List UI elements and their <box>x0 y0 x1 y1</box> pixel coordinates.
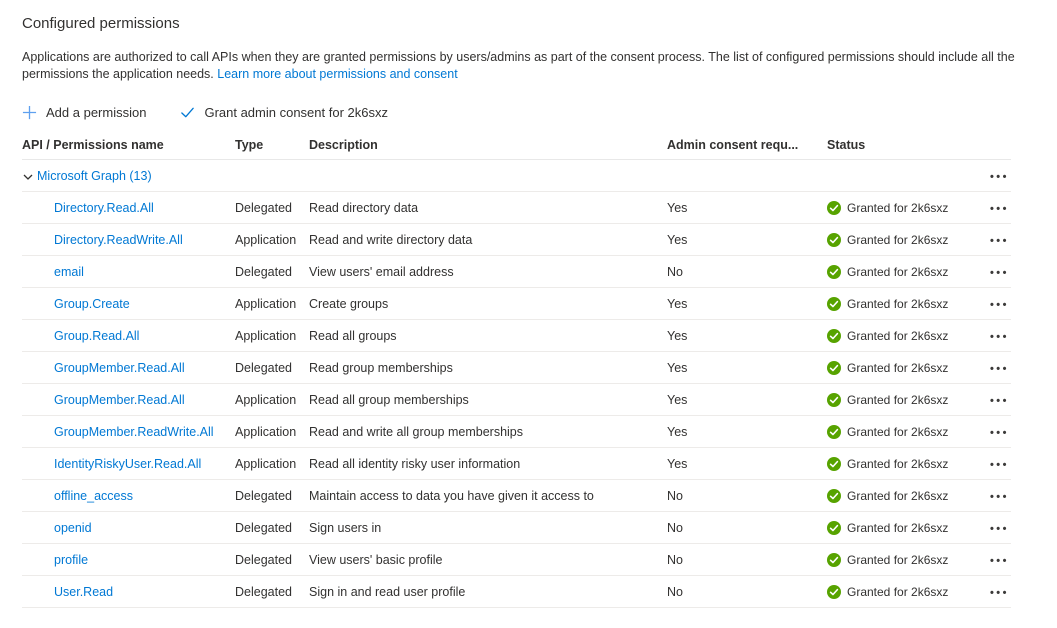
admin-consent-value: No <box>667 584 683 599</box>
status-cell <box>827 457 976 471</box>
permissions-table <box>22 130 1011 608</box>
permission-row <box>22 544 1011 576</box>
admin-consent-value: No <box>667 552 683 567</box>
api-group-cell <box>22 169 976 183</box>
row-menu-cell <box>976 552 1011 567</box>
status-text: Granted for 2k6sxz <box>847 456 949 471</box>
permission-name-cell <box>22 264 235 279</box>
column-header-description: Description <box>309 137 378 152</box>
permission-description: Read directory data <box>309 200 419 215</box>
status-cell <box>827 361 976 375</box>
row-menu-ellipsis-icon[interactable]: ••• <box>989 363 1009 375</box>
admin-consent-value: Yes <box>667 360 688 375</box>
permission-name-cell <box>22 488 235 503</box>
permission-description: View users' email address <box>309 264 454 279</box>
permission-link[interactable]: email <box>54 265 84 279</box>
permission-description: Read group memberships <box>309 360 453 375</box>
permission-description: Read all identity risky user information <box>309 456 521 471</box>
permission-link[interactable]: GroupMember.Read.All <box>54 361 185 375</box>
status-cell <box>827 233 976 247</box>
granted-check-icon <box>827 361 841 375</box>
status-cell <box>827 553 976 567</box>
row-menu-ellipsis-icon[interactable]: ••• <box>989 331 1009 343</box>
permission-name-cell <box>22 552 235 567</box>
permission-type: Application <box>235 328 297 343</box>
permission-description: Read and write all group memberships <box>309 424 523 439</box>
permission-description: Sign users in <box>309 520 382 535</box>
row-menu-cell <box>976 424 1011 439</box>
status-text: Granted for 2k6sxz <box>847 264 949 279</box>
status-text: Granted for 2k6sxz <box>847 296 949 311</box>
row-menu-ellipsis-icon[interactable]: ••• <box>989 523 1009 535</box>
status-cell <box>827 585 976 599</box>
add-permission-label: Add a permission <box>46 105 147 120</box>
page-title: Configured permissions <box>22 15 180 32</box>
row-menu-ellipsis-icon[interactable]: ••• <box>989 235 1009 247</box>
permission-row <box>22 352 1011 384</box>
permission-description: Read all groups <box>309 328 397 343</box>
row-menu-cell <box>976 264 1011 279</box>
status-text: Granted for 2k6sxz <box>847 488 949 503</box>
api-group-row <box>22 160 1011 192</box>
column-header-status: Status <box>827 137 866 152</box>
chevron-down-icon[interactable] <box>22 171 34 183</box>
admin-consent-value: No <box>667 264 683 279</box>
granted-check-icon <box>827 233 841 247</box>
grant-admin-consent-button[interactable] <box>180 105 388 120</box>
permission-row <box>22 288 1011 320</box>
granted-check-icon <box>827 297 841 311</box>
admin-consent-value: Yes <box>667 232 688 247</box>
table-header-row <box>22 130 1011 160</box>
permission-name-cell <box>22 520 235 535</box>
permission-type: Delegated <box>235 584 292 599</box>
granted-check-icon <box>827 201 841 215</box>
row-menu-ellipsis-icon[interactable]: ••• <box>989 459 1009 471</box>
permission-type: Application <box>235 392 297 407</box>
status-text: Granted for 2k6sxz <box>847 584 949 599</box>
permission-name-cell <box>22 296 235 311</box>
permission-link[interactable]: openid <box>54 521 92 535</box>
admin-consent-value: No <box>667 488 683 503</box>
row-menu-ellipsis-icon[interactable]: ••• <box>989 395 1009 407</box>
row-menu-cell <box>976 296 1011 311</box>
granted-check-icon <box>827 553 841 567</box>
row-menu-ellipsis-icon[interactable]: ••• <box>989 491 1009 503</box>
status-cell <box>827 521 976 535</box>
permission-row <box>22 320 1011 352</box>
granted-check-icon <box>827 489 841 503</box>
permission-link[interactable]: GroupMember.Read.All <box>54 393 185 407</box>
permission-link[interactable]: GroupMember.ReadWrite.All <box>54 425 214 439</box>
status-text: Granted for 2k6sxz <box>847 552 949 567</box>
microsoft-graph-group-link[interactable]: Microsoft Graph (13) <box>37 168 152 183</box>
row-menu-ellipsis-icon[interactable]: ••• <box>989 427 1009 439</box>
add-permission-button[interactable] <box>22 105 146 120</box>
permission-type: Delegated <box>235 264 292 279</box>
admin-consent-value: Yes <box>667 200 688 215</box>
granted-check-icon <box>827 329 841 343</box>
permission-name-cell <box>22 392 235 407</box>
learn-more-link[interactable]: Learn more about permissions and consent <box>217 67 458 81</box>
row-menu-cell <box>976 200 1011 215</box>
status-text: Granted for 2k6sxz <box>847 200 949 215</box>
description-body: Applications are authorized to call APIs when they are granted permissions by users/admins as part of the consent process. The list of configured permissions should include all the permissions the application needs. <box>22 50 1015 81</box>
permission-description: View users' basic profile <box>309 552 443 567</box>
permission-description: Sign in and read user profile <box>309 584 466 599</box>
permission-name-cell <box>22 424 235 439</box>
status-text: Granted for 2k6sxz <box>847 520 949 535</box>
permission-type: Delegated <box>235 488 292 503</box>
permission-name-cell <box>22 584 235 599</box>
permission-row <box>22 448 1011 480</box>
permission-row <box>22 480 1011 512</box>
permission-description: Read and write directory data <box>309 232 473 247</box>
group-menu-cell <box>976 168 1011 183</box>
group-menu-ellipsis-icon[interactable]: ••• <box>989 171 1009 183</box>
row-menu-cell <box>976 360 1011 375</box>
permission-type: Application <box>235 424 297 439</box>
row-menu-ellipsis-icon[interactable]: ••• <box>989 299 1009 311</box>
status-cell <box>827 265 976 279</box>
granted-check-icon <box>827 425 841 439</box>
permission-name-cell <box>22 456 235 471</box>
description-text <box>22 49 1024 83</box>
row-menu-ellipsis-icon[interactable]: ••• <box>989 267 1009 279</box>
status-cell <box>827 425 976 439</box>
granted-check-icon <box>827 521 841 535</box>
row-menu-ellipsis-icon[interactable]: ••• <box>989 555 1009 567</box>
row-menu-cell <box>976 392 1011 407</box>
row-menu-cell <box>976 328 1011 343</box>
permission-description: Create groups <box>309 296 389 311</box>
permission-type: Delegated <box>235 200 292 215</box>
permission-link[interactable]: User.Read <box>54 585 114 599</box>
row-menu-cell <box>976 584 1011 599</box>
permission-type: Application <box>235 456 297 471</box>
permission-description: Maintain access to data you have given it access to <box>309 488 594 503</box>
column-header-type: Type <box>235 137 264 152</box>
permission-link[interactable]: Directory.Read.All <box>54 201 154 215</box>
status-cell <box>827 329 976 343</box>
admin-consent-value: No <box>667 520 683 535</box>
permission-row <box>22 576 1011 608</box>
admin-consent-value: Yes <box>667 456 688 471</box>
permission-row <box>22 224 1011 256</box>
status-text: Granted for 2k6sxz <box>847 392 949 407</box>
admin-consent-value: Yes <box>667 424 688 439</box>
row-menu-cell <box>976 232 1011 247</box>
command-bar <box>22 105 1035 120</box>
permission-type: Delegated <box>235 360 292 375</box>
status-text: Granted for 2k6sxz <box>847 328 949 343</box>
permission-row <box>22 192 1011 224</box>
granted-check-icon <box>827 457 841 471</box>
status-text: Granted for 2k6sxz <box>847 424 949 439</box>
row-menu-ellipsis-icon[interactable]: ••• <box>989 587 1009 599</box>
row-menu-cell <box>976 456 1011 471</box>
plus-icon <box>22 105 37 120</box>
permission-row <box>22 384 1011 416</box>
permission-type: Delegated <box>235 552 292 567</box>
row-menu-cell <box>976 520 1011 535</box>
permission-link[interactable]: Group.Create <box>54 297 130 311</box>
permission-description: Read all group memberships <box>309 392 469 407</box>
granted-check-icon <box>827 585 841 599</box>
permission-name-cell <box>22 232 235 247</box>
column-header-api-name: API / Permissions name <box>22 137 164 152</box>
check-icon <box>180 105 195 120</box>
status-cell <box>827 393 976 407</box>
status-text: Granted for 2k6sxz <box>847 360 949 375</box>
permission-link[interactable]: IdentityRiskyUser.Read.All <box>54 457 202 471</box>
row-menu-ellipsis-icon[interactable]: ••• <box>989 203 1009 215</box>
permission-link[interactable]: profile <box>54 553 89 567</box>
permission-row <box>22 416 1011 448</box>
permission-row <box>22 512 1011 544</box>
permission-name-cell <box>22 200 235 215</box>
admin-consent-value: Yes <box>667 296 688 311</box>
status-text: Granted for 2k6sxz <box>847 232 949 247</box>
permission-type: Application <box>235 232 297 247</box>
table-body <box>22 192 1011 608</box>
status-cell <box>827 489 976 503</box>
admin-consent-value: Yes <box>667 328 688 343</box>
permission-link[interactable]: Group.Read.All <box>54 329 140 343</box>
permission-link[interactable]: Directory.ReadWrite.All <box>54 233 183 247</box>
permission-name-cell <box>22 328 235 343</box>
column-header-admin-consent: Admin consent requ... <box>667 137 799 152</box>
permission-type: Application <box>235 296 297 311</box>
admin-consent-value: Yes <box>667 392 688 407</box>
granted-check-icon <box>827 393 841 407</box>
status-cell <box>827 201 976 215</box>
granted-check-icon <box>827 265 841 279</box>
permission-name-cell <box>22 360 235 375</box>
status-cell <box>827 297 976 311</box>
permission-row <box>22 256 1011 288</box>
permission-link[interactable]: offline_access <box>54 489 133 503</box>
permission-type: Delegated <box>235 520 292 535</box>
row-menu-cell <box>976 488 1011 503</box>
grant-admin-consent-label: Grant admin consent for 2k6sxz <box>204 105 388 120</box>
